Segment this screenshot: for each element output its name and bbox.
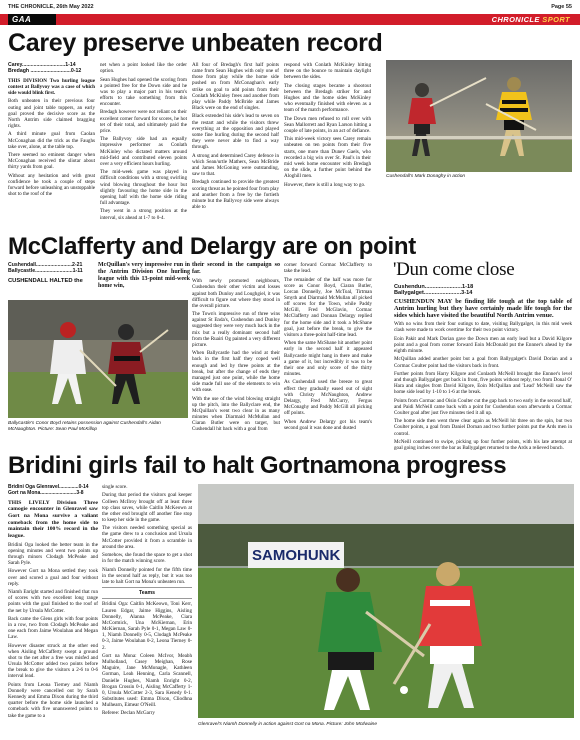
paragraph: corner forward Cormac McClafferty to take the lead.: [284, 262, 372, 275]
paragraph: Points from Leona Tierney and Niamh Donnelly were cancelled out by Sarah Kennedy and Emma Dixon during the third quarter before the home side launched a comeback with five unanswered points to take the game to a: [8, 681, 98, 719]
page-header: [0, 0, 580, 14]
headline-dun: 'Dun come close: [393, 259, 515, 280]
paragraph: The closing stages became a shootout between the Bredagh striker for and Hughes and the home sides McKinley who eventually finished with eleven as a team of the match performance.: [284, 82, 371, 114]
paragraph: During that period the visitors goal keeper Colleen McIlroy brought off at least three top class saves, while Caitlin McKeown at the other end brought off another fine stop to keep her side in the game.: [102, 492, 192, 523]
story2-body: [394, 298, 572, 452]
story1-col4: [284, 62, 371, 232]
headline-carey: Carey preserve unbeaten record: [8, 29, 383, 57]
paragraph: THIS DIVISION Two hurling league contest at Ballyvoy was a case of which side would blink first.: [8, 77, 95, 97]
paragraph: Niamh Donnelly pointed for the fifth time in the second half as reply, but it was too late to halt Gort na Mona's unbeaten run.: [102, 566, 192, 585]
paragraph: Bredagh however were not reliant on their excellent corner forward for scores, he hot tet of their total, and ultimately paid the price.: [100, 109, 187, 134]
score-line: Bredagh ............................0-12: [8, 68, 82, 75]
referee: Referee: Declan McGarry: [102, 710, 155, 717]
paragraph: With the use of the wind blowing straight up the pitch, into the Ballyclare end, the McQuillan's went two clear in as many minutes when Diarmaid McMullan and Ciaran Butler were on target, but Cushendall hit back with a goal from: [192, 395, 280, 433]
paragraph: single score.: [102, 484, 128, 490]
story4-col1: [8, 484, 98, 740]
divider: [102, 598, 192, 599]
lead-line: CUSHENDALL HALTED the: [8, 277, 83, 284]
story2-scores: [394, 284, 572, 297]
story1-col3: [192, 62, 279, 232]
score-line: Ballycastle..........................1-11: [8, 268, 83, 275]
paragraph: Back came the Glens girls with four points in a row, two from Clodagh McPeake and one each from Jaime Woulahan and Megan Law.: [8, 615, 98, 641]
paragraph: Without any hesitation and with great confidence he took a couple of steps forward before unleashing an unstoppable shot to the roof of the: [8, 172, 95, 198]
paragraph: The Down men refused to roll over with Sean Mallorrett and Ryan Larson hitting a couple of late points, in an act of defiance.: [284, 115, 371, 134]
story3-col4: [284, 262, 372, 450]
story4-col2: [102, 484, 192, 732]
teams-heading: Teams: [138, 590, 156, 597]
paragraph: This mid-week victory sees Carey remain unbeaten on ten points from their five starts, one more than Dunev Gaels, who recorded a big win over St. Paul's in their mid week home encounter with Bredagh on the slide, a further point behind the Aloghill men.: [284, 136, 371, 180]
paragraph: When the same McShane hit another point early in the second half it appeared Ballycastle might hang in there and make a game of it, but incredibly it was to be their one and only score of the thirty minutes.: [284, 340, 372, 378]
paragraph: All four of Bredagh's first half points came from Sean Hughes with only one of those from play while the home side pushed on from McConaghan's early strike on goal to add points from their Conlath McKinley frees and another from play while Paddy McBride and James Black were on the end of singles.: [192, 62, 279, 112]
paragraph: However disaster struck at the other end when Aisling McCafferty swept a ground shot to the net after a free was misfed and Ursula McCotter added two points before the break to give the visitors a 2-6 to 0-6 interval lead.: [8, 642, 98, 680]
paragraph: Both unbeaten in their previous four outing and joint table toppers, an early goal proved the decisive score as the North Antrim side claimed bragging rights.: [8, 98, 95, 130]
paragraph: Further points from Harry Kilgore and Conlaoth McNeill brought the Ennner's level and though Ballygalget got back in front, five points without reply, two from Donal O' Hara and singles from David Kilgore, Eoin McQuillan and 'Lead' McNeill saw the home side lead by 1-10 to 1-6 at the break.: [394, 370, 572, 396]
paragraph: When Ballycastle had the wind at their back in the first half they coped well enough and led by three points at the break, but after the change of ends they managed just one point, while the home side made full use of the elements to win with ease.: [192, 350, 280, 394]
teams-list: Gort na Mona: Coleen McIvor, Meabh Mulholland, Casey Meighan, Rose Maguire, Jane McMonagle, Kathleen Gorman, Leah Henning, Carla Scannell, Danielle Hughes, Niamh Enright 0-2, Brogan Crossin 0-1, Aisling McCafferty 1-0, Ursula McCotter 2-3, Sara Kenedy 0-1. Substitutes used: Emma Dixon, Cliodhna Mulhearn, Eimear O'Neill.: [102, 652, 192, 709]
paragraph: net when a point looked like the order option.: [100, 62, 187, 75]
paragraph: They went in a strong position at the interval, six ahead at 1-7 to 0-4.: [100, 208, 187, 221]
paragraph: McQuillan's very impressive run in the Antrim Division One hurling league with this 13-point mid-week home win,: [98, 262, 190, 289]
score-line: Gort na Mona..........................3-8: [8, 490, 84, 497]
paragraph: McQuillan added another point but a goal from Ballygalget's David Dorian and a Cormac Coulter point had the visitors back in front.: [394, 356, 572, 369]
paragraph: Points from Cormac and Oisin Coulter cut the gap back to two early in the second half, and Paidi McNeill came back with a point for Cushendun soon afterwards a Cormac Coulter goal after just five minutes tied it all up.: [394, 397, 572, 416]
score-line: Cushendall.........................2-21: [8, 262, 83, 268]
paragraph: their second in the campaign so far.: [192, 262, 280, 275]
paragraph: Sean Hughes had opened the scoring from a pointed free for the Down side and he was to play a major part in his team's efforts to take something from this encounter.: [100, 76, 187, 108]
story3-col3: [192, 262, 280, 450]
score-line: Bridini Oga Glenravel..............0-14: [8, 484, 89, 490]
paragraph: Eoin Pakit and Mark Dorian gave the Down men an early lead but a David Kilgore point and a goal from corner forward Eoin McDonald put the Ennner's ahead by the eighth minute.: [394, 335, 572, 354]
paragraph: When Andrew Delargy got his team's second goal it was done and dusted: [284, 418, 372, 431]
paragraph: Bridini Oga looked the better team in the opening minutes and went two points up through minors Clodagh McPeake and Sarah Pyle.: [8, 541, 98, 567]
score-line: Cushendun........................1-18: [394, 284, 474, 290]
paragraph: Niamh Enright started and finished that run of scores with two excellent long range points with the goal finished to the roof of the net by Ursula McCotter.: [8, 589, 98, 614]
photo-hurling-ballycastle: [8, 300, 188, 418]
paragraph: However Gort na Mona settled they took over and scored a goal and four without reply.: [8, 568, 98, 587]
divider: [102, 587, 192, 588]
photo1-caption: Cushendall's Mark Donaghy in action: [386, 174, 466, 179]
teams-list: Bridini Oga: Caitlin McKeown, Toni Kerr, Lauren Edgar, Jaime Higgins, Aisling Donnelly, Alanna McPeake, Ciara McCormick, Una McKiernan, Erin McKiernan, Sarah Pyle 0-1, Megan Law 0-1, Niamh Donnelly 0-5, Clodagh McPeake 0-3, Jaime Woulahan 0-2, Leona Tierney 0-2.: [102, 601, 192, 651]
paragraph: Black extended his side's lead to seven on the restart and while the visitors threw everything at the opposition and played some fine hurling during the second half they were never able to find a way through.: [192, 113, 279, 151]
paragraph: CUSHENDUN MAY be finding life tough at the top table of Antrim hurling but they have certainly made life tough for the sides which have visited the beautiful North Antrim venue.: [394, 298, 572, 319]
paragraph: A third minute goal from Caolan McConaghan did the trick as the Faughs take over, alone, at the table top.: [8, 131, 95, 150]
photo2-caption: Ballycastle's Conor Boyd retains possession against Cushendall's Aidan McNaughton. Picture: Sean Paul McKillop: [8, 421, 161, 432]
page-number: Page 55: [551, 4, 572, 10]
paragraph: However, there is still a long way to go.: [284, 181, 366, 188]
paragraph: The Town's impressive run of three wins against St Enda's, Cushendun and Dunloy suggested they were very much back in the mix but a really dominant second half from the Ruairi Og painted a very different picture.: [192, 311, 280, 348]
story1-col2: [100, 62, 187, 232]
headline-bridini: Bridini girls fail to halt Gortnamona progress: [8, 452, 507, 479]
paragraph: With newly promoted neighbours, Cushendun their other victim and losses against both Dunloy and Loughgiel, it was difficult to figure out where they stood in the overall picture.: [192, 278, 280, 309]
paragraph: The remainder of the half was more for score as Conor Boyd, Ciaran Butler, Lorcan Donnelly, Joe McToal, Tirtman Smyth and Diarmaid McMullan all picked off scores for the Town, while Paddy McGill, Fred McGlavin, Cormac McClafferty and Donnan Delargy replied for the home side and it took a McShane goal, just before the break, to give the visitors a three-point half-time lead.: [284, 276, 372, 338]
paragraph: The Ballyvoy side had an equally impressive performer as Conlath McKinley who dictated matters around mid-field and contributed eleven points over a very efficient hours hurling.: [100, 136, 187, 167]
sliotar: [400, 686, 408, 694]
paragraph: As Cushendall used the breeze to great effect they gradually eased out of sight with Christy McNaughton, Andrew Delargy, Fred McCurry, Fergus McConaghy and Paddy McGill all picking off points.: [284, 379, 372, 417]
brand-sport: SPORT: [542, 15, 570, 24]
paragraph: A strong and determined Carey defence in which Sean/urtle Mathers, Sean McBride and James McGoning were outstanding, saw to that.: [192, 152, 279, 178]
paragraph: With no wins from their four outings to date, visiting Ballygalget, in this mid week clash were made to work overtime for their two point victory.: [394, 321, 572, 334]
brand-label: [492, 14, 570, 25]
paragraph: respond with Conlath McKinley hitting three on the bounce to maintain daylight between the sides.: [284, 62, 371, 81]
story1-col1: [8, 62, 95, 200]
banner-text: SAMOHUNK: [252, 547, 341, 564]
photo-camogie: [198, 484, 574, 718]
story3-col2: [98, 262, 190, 292]
paragraph: Somehow, she found the space to get a shot in for the match winning score.: [102, 552, 192, 565]
paragraph: The home side then went three clear again as McNeill hit three on the spin, but two Coulter points, a goal from Daniel Dornan and two further points put the Ards men in control.: [394, 418, 572, 437]
score-line: Ballygalget........................3-14: [394, 290, 473, 297]
brand-main: CHRONICLE: [491, 15, 540, 24]
photo-hurling-cushendall: [386, 60, 572, 172]
paragraph: The mid-week game was played in difficult conditions with a strong swirling wind blowing throughout the hour but slightly favouring the home side in the opening half with the home side riding full advantage.: [100, 169, 187, 207]
section-badge: GAA: [8, 14, 56, 25]
paragraph: McNeill continued to swipe, picking up four further points, with his late attempt at goal going inches over the bar as Ballygalget returned to the Ards a relieved bunch.: [394, 438, 572, 452]
paragraph: Bredagh continued to provide the greatest scoring threat as he pointed four from play and another from a free by the fortieth minute but the Ballyvoy side were always able to: [192, 179, 279, 210]
paragraph: The visitors needed something special as the game drew to a conclusion and Ursula McCotter provided it from a scramble in around the area.: [102, 525, 192, 550]
story3-col1: [8, 262, 94, 284]
headline-mcclafferty: McClafferty and Delargy are on point: [8, 233, 416, 260]
paragraph: THIS LIVELY Division Three camogie encounter in Glenravel saw Gort na Mona survive a valiant comeback from the home side to maintain their 100% record in the league.: [8, 499, 98, 539]
paragraph: There seemed no eminent danger when McConaghan received the sliotar about thirty yards from goal.: [8, 152, 95, 171]
score-line: Carey..............................1-14: [8, 62, 76, 68]
photo3-caption: Glenravel's Niamh Donnelly in action against Gort na Mona. Picture: John McIlwaine: [198, 722, 378, 727]
edition-date: THE CHRONICLE, 26th May 2022: [8, 4, 94, 10]
